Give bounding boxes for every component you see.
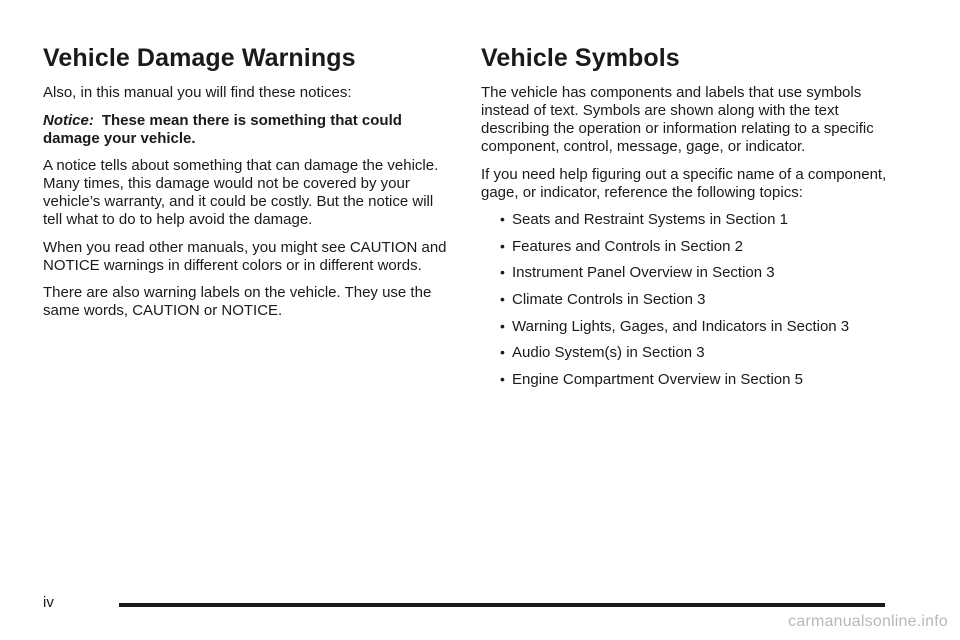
intro-paragraph: Also, in this manual you will find these notices: <box>43 84 352 101</box>
topics-list <box>481 211 901 389</box>
reference-topics-paragraph: If you need help figuring out a specific name of a component, gage, or indicator, reference the following topics: <box>481 165 887 201</box>
topic-text: Audio System(s) in Section 3 <box>512 344 705 362</box>
topic-text: Instrument Panel Overview in Section 3 <box>512 264 775 282</box>
topic-text: Engine Compartment Overview in Section 5 <box>512 371 803 389</box>
bullet-icon: • <box>500 344 505 361</box>
page-number: iv <box>43 594 54 611</box>
notice-text: These mean there is something that could damage your vehicle. <box>43 111 402 147</box>
vehicle-damage-warnings-heading: Vehicle Damage Warnings <box>43 44 356 72</box>
bullet-icon: • <box>500 237 505 254</box>
list-item <box>481 264 901 282</box>
topic-text: Warning Lights, Gages, and Indicators in Section 3 <box>512 317 850 335</box>
topic-text: Climate Controls in Section 3 <box>512 291 706 309</box>
other-manuals-paragraph: When you read other manuals, you might see CAUTION and NOTICE warnings in different colors or in different words. <box>43 238 447 274</box>
footer-divider <box>119 603 885 607</box>
notice-paragraph <box>43 112 455 148</box>
list-item <box>481 211 901 229</box>
list-item <box>481 344 901 362</box>
list-item <box>481 318 901 336</box>
vehicle-symbols-heading: Vehicle Symbols <box>481 44 680 72</box>
warning-labels-paragraph: There are also warning labels on the vehicle. They use the same words, CAUTION or NOTICE. <box>43 284 432 319</box>
topic-text: Seats and Restraint Systems in Section 1 <box>512 211 788 228</box>
bullet-icon: • <box>500 264 505 281</box>
list-item <box>481 371 901 389</box>
symbols-intro-paragraph: The vehicle has components and labels that use symbols instead of text. Symbols are shown along with the text describing the operation or information relating to a specific component, control, message, gage, or indicator. <box>481 84 874 155</box>
bullet-icon: • <box>500 211 505 227</box>
bullet-icon: • <box>500 371 505 388</box>
notice-explanation-paragraph: A notice tells about something that can damage the vehicle. Many times, this damage would not be covered by your vehicle’s warranty, and it could be costly. But the notice will tell what to do to help avoid the damage. <box>43 157 439 228</box>
topic-text: Features and Controls in Section 2 <box>512 237 743 255</box>
list-item <box>481 238 901 256</box>
bullet-icon: • <box>500 291 505 308</box>
bullet-icon: • <box>500 317 505 334</box>
notice-label: Notice: <box>43 111 94 129</box>
list-item <box>481 291 901 309</box>
right-column <box>481 42 901 398</box>
left-column <box>43 42 455 330</box>
watermark-text: carmanualsonline.info <box>788 613 948 630</box>
